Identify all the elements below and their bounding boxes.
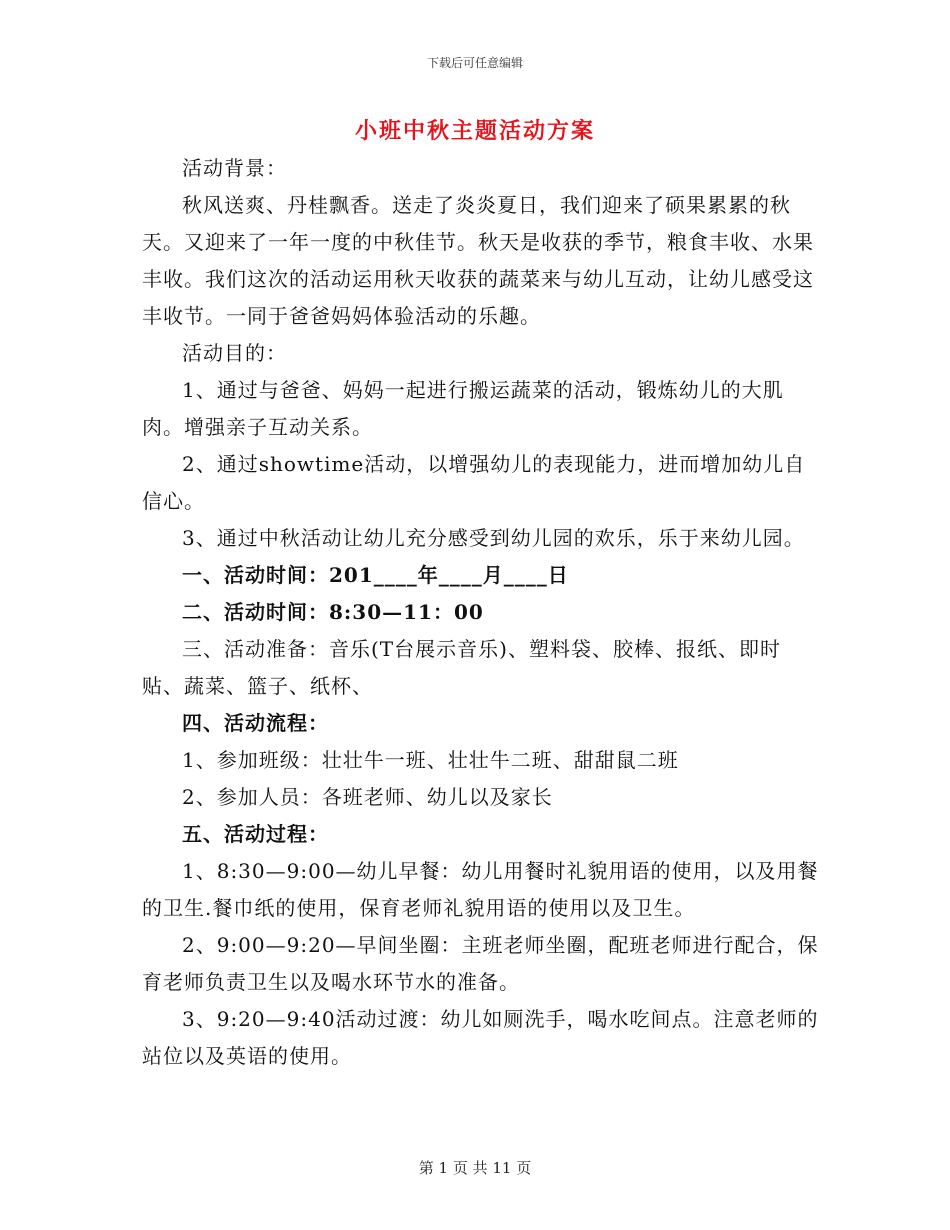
document-body [142,150,822,1075]
activity-date: 一、活动时间：201____年____月____日 [182,563,569,587]
page-header-note: 下载后可任意编辑 [426,56,523,70]
document-title: 小班中秋主题活动方案 [354,118,595,144]
process-item-2: 2、9:00—9:20—早间坐圈：主班老师坐圈，配班老师进行配合，保育老师负责卫生以及喝水环节水的准备。 [142,933,819,994]
page-number: 第 1 页 共 11 页 [418,1159,532,1177]
section-heading-flow: 四、活动流程： [182,711,329,735]
flow-item-classes: 1、参加班级：壮壮牛一班、壮壮牛二班、甜甜鼠二班 [182,748,679,772]
process-item-3: 3、9:20—9:40活动过渡：幼儿如厕洗手，喝水吃间点。注意老师的站位以及英语的使用。 [142,1007,819,1068]
flow-item-participants: 2、参加人员：各班老师、幼儿以及家长 [182,785,553,809]
paragraph-background: 秋风送爽、丹桂飘香。送走了炎炎夏日，我们迎来了硕果累累的秋天。又迎来了一年一度的中秋佳节。秋天是收获的季节，粮食丰收、水果丰收。我们这次的活动运用秋天收获的蔬菜来与幼儿互动，让幼儿感受这丰收节。一同于爸爸妈妈体验活动的乐趣。 [142,193,814,328]
section-heading-goals: 活动目的： [182,341,287,365]
goal-item-3: 3、通过中秋活动让幼儿充分感受到幼儿园的欢乐，乐于来幼儿园。 [182,526,805,550]
goal-item-1: 1、通过与爸爸、妈妈一起进行搬运蔬菜的活动，锻炼幼儿的大肌肉。增强亲子互动关系。 [142,378,784,439]
process-item-1: 1、8:30—9:00—幼儿早餐：幼儿用餐时礼貌用语的使用，以及用餐的卫生.餐巾纸的使用，保育老师礼貌用语的使用以及卫生。 [142,859,819,920]
section-heading-process: 五、活动过程： [182,822,329,846]
goal-item-2: 2、通过showtime活动，以增强幼儿的表现能力，进而增加幼儿自信心。 [142,452,806,513]
activity-preparation: 三、活动准备：音乐(T台展示音乐)、塑料袋、胶棒、报纸、即时贴、蔬菜、篮子、纸杯、 [142,637,781,698]
section-heading-background: 活动背景： [182,156,287,180]
activity-time: 二、活动时间：8:30—11：00 [182,600,484,624]
